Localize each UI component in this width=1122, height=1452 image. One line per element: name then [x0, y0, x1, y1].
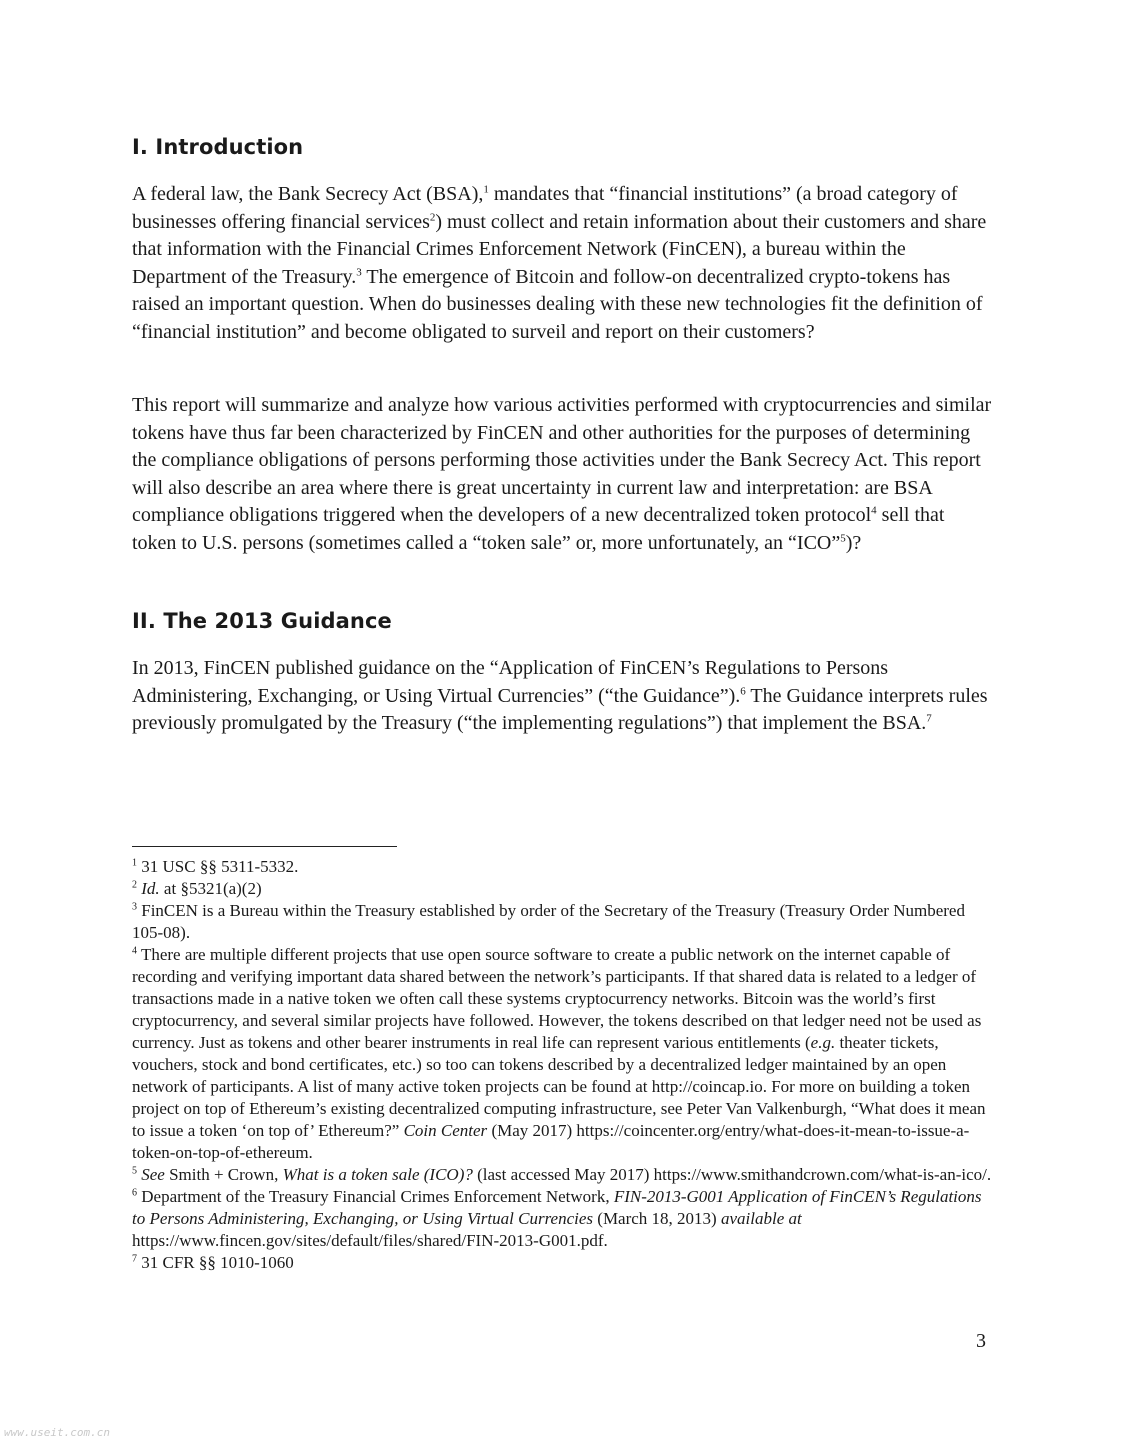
footnote-ref-3[interactable]: 3 — [356, 265, 362, 278]
italic-text: Coin Center — [403, 1121, 488, 1140]
footnote-number: 5 — [132, 1165, 137, 1177]
footnote-6 — [132, 1186, 992, 1252]
footnote-number: 7 — [132, 1253, 137, 1265]
text: 31 USC §§ 5311-5332. — [137, 857, 299, 876]
footnote-1 — [132, 856, 992, 878]
italic-text: See — [141, 1165, 165, 1184]
text: 31 CFR §§ 1010-1060 — [137, 1253, 294, 1272]
text: The emergence of Bitcoin and follow-on decentralized crypto-tokens has raised an important question. When do businesses dealing with these new technologies fit the definition of “financial institution” and become obligated to surveil and report on their customers? — [132, 265, 983, 343]
footnotes — [132, 856, 992, 1274]
italic-text: available at — [720, 1209, 802, 1228]
italic-text: What is a token sale (ICO)? — [282, 1165, 473, 1184]
footnote-5 — [132, 1164, 992, 1186]
footnote-ref-2[interactable]: 2 — [429, 210, 436, 223]
text: sell that token to U.S. persons (sometimes called a “token sale” or, more unfortunately, an “ICO” — [132, 504, 945, 554]
text: ) must collect and retain information about their customers and share that information with the Financial Crimes Enforcement Network (FinCEN), a bureau within the Department of the Treasury. — [132, 210, 987, 288]
intro-paragraph-1 — [132, 181, 992, 346]
intro-paragraph-2 — [132, 392, 992, 557]
section-heading-2013-guidance: II. The 2013 Guidance — [132, 609, 392, 633]
footnote-ref-4[interactable]: 4 — [871, 504, 877, 517]
text: (May 2017) https://coincenter.org/entry/what-does-it-mean-to-issue-a-token-on-top-of-ethereum. — [132, 1121, 970, 1162]
italic-text: Id. — [141, 879, 160, 898]
footnote-ref-5[interactable]: 5 — [840, 531, 846, 544]
footnote-ref-6[interactable]: 6 — [740, 684, 746, 697]
footnote-ref-7[interactable]: 7 — [926, 712, 932, 725]
footnote-number: 3 — [132, 901, 137, 913]
text: FinCEN is a Bureau within the Treasury established by order of the Secretary of the Treasury (Treasury Order Numbered 105-08). — [132, 901, 965, 942]
italic-text: FIN-2013-G001 Application of FinCEN’s Regulations to Persons Administering, Exchanging, or Using Virtual Currencies — [132, 1187, 982, 1228]
italic-text: e.g. — [810, 1033, 836, 1052]
section-heading-introduction: I. Introduction — [132, 135, 304, 159]
text: In 2013, FinCEN published guidance on the “Application of FinCEN’s Regulations to Persons Administering, Exchanging, or Using Virtual Currencies” (“the Guidance”). — [132, 657, 889, 707]
watermark: www.useit.com.cn — [4, 1426, 110, 1439]
footnote-7 — [132, 1252, 992, 1274]
footnote-number: 4 — [132, 945, 137, 957]
footnote-ref-1[interactable]: 1 — [483, 183, 489, 196]
text: Smith + Crown, — [164, 1165, 283, 1184]
text: mandates that “financial institutions” (a broad category of businesses offering financial services — [132, 183, 958, 233]
footnote-divider — [132, 846, 397, 847]
footnote-4 — [132, 944, 992, 1164]
page-number: 3 — [976, 1330, 986, 1352]
text: There are multiple different projects that use open source software to create a public network on the internet capable of recording and verifying important data shared between the network’s participants. If that shared data is related to a ledger of transactions made in a native token we often call these systems cryptocurrency networks. Bitcoin was the world’s first cryptocurrency, and several similar projects have followed. However, the tokens described on that ledger need not be used as currency. Just as tokens and other bearer instruments in real life can represent various entitlements ( — [132, 945, 982, 1052]
text: )? — [845, 531, 862, 554]
footnote-2 — [132, 878, 992, 900]
text: theater tickets, vouchers, stock and bond certificates, etc.) so too can tokens described by a decentralized ledger maintained by an open network of participants. A list of many active token projects can be found at http://coincap.io. For more on building a token project on top of Ethereum’s existing decentralized computing infrastructure, see Peter Van Valkenburgh, “What does it mean to issue a token ‘on top of’ Ethereum?” — [132, 1033, 986, 1140]
guidance-paragraph — [132, 655, 992, 738]
text: https://www.fincen.gov/sites/default/files/shared/FIN-2013-G001.pdf. — [132, 1231, 608, 1250]
text: (last accessed May 2017) https://www.smithandcrown.com/what-is-an-ico/. — [472, 1165, 992, 1184]
text: (March 18, 2013) — [593, 1209, 721, 1228]
footnote-number: 6 — [132, 1187, 137, 1199]
text: at §5321(a)(2) — [159, 879, 262, 898]
footnote-number: 2 — [132, 879, 137, 891]
text: Department of the Treasury Financial Crimes Enforcement Network, — [137, 1187, 614, 1206]
text: The Guidance interprets rules previously promulgated by the Treasury (“the implementing regulations”) that implement the BSA. — [132, 684, 988, 734]
footnote-number: 1 — [132, 857, 137, 869]
text: A federal law, the Bank Secrecy Act (BSA), — [132, 183, 484, 205]
footnote-3 — [132, 900, 992, 944]
text: This report will summarize and analyze how various activities performed with cryptocurrencies and similar tokens have thus far been characterized by FinCEN and other authorities for the purposes of determining the compliance obligations of persons performing those activities under the Bank Secrecy Act. This report will also describe an area where there is great uncertainty in current law and interpretation: are BSA compliance obligations triggered when the developers of a new decentralized token protocol — [132, 394, 992, 526]
